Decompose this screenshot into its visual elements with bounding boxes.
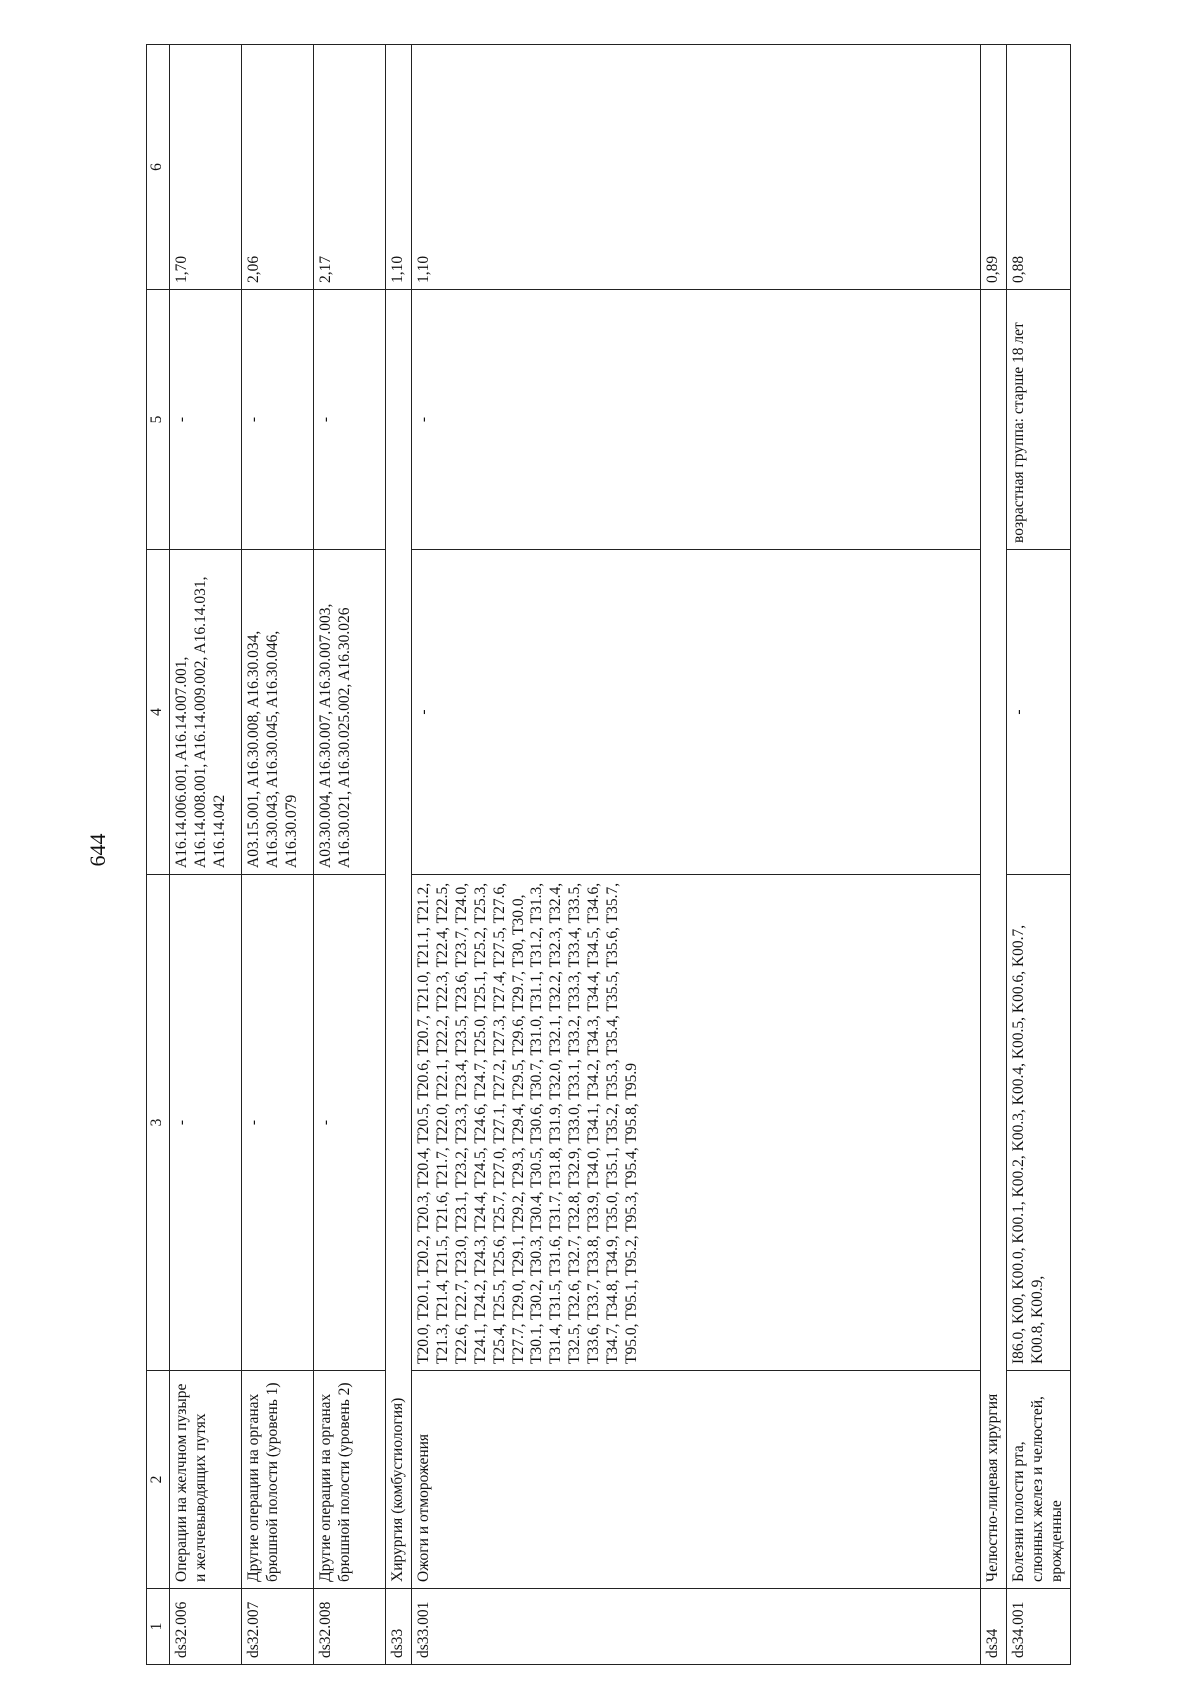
section-code: ds34 <box>981 1589 1007 1665</box>
row-name: Ожоги и отморожения <box>412 1371 981 1589</box>
row-name: Болезни полости рта, слюнных желез и челюстей, врожденные <box>1007 1371 1071 1589</box>
row-name: Другие операции на органах брюшной полости (уровень 1) <box>242 1371 314 1589</box>
page-number: 644 <box>85 833 110 867</box>
header-col-4: 4 <box>147 550 170 875</box>
row-coefficient: 1,70 <box>170 45 242 290</box>
row-name: Операции на желчном пузыре и желчевыводящих путях <box>170 1371 242 1589</box>
section-name: Челюстно-лицевая хирургия <box>981 290 1007 1589</box>
row-service-codes: - <box>1007 550 1071 875</box>
row-diagnosis-codes: T20.0, T20.1, T20.2, T20.3, T20.4, T20.5, T20.6, T20.7, T21.0, T21.1, T21.2, T21.3, T21.4, T21.5, T21.6, T21.7, T22.0, T22.1, T22.2, T22.3, T22.4, T22.5, T22.6, T22.7, T23.0, T23.1, T23.2, T23.3, T23.4, T23.5, T23.6, T23.7, T24.0, T24.1, T24.2, T24.3, T24.4, T24.5, T24.6, T24.7, T25.0, T25.1, T25.2, T25.3, T25.4, T25.5, T25.6, T25.7, T27.0, T27.1, T27.2, T27.3, T27.4, T27.5, T27.6, T27.7, T29.0, T29.1, T29.2, T29.3, T29.4, T29.5, T29.6, T29.7, T30, T30.0, T30.1, T30.2, T30.3, T30.4, T30.5, T30.6, T30.7, T31.0, T31.1, T31.2, T31.3, T31.4, T31.5, T31.6, T31.7, T31.8, T31.9, T32.0, T32.1, T32.2, T32.3, T32.4, T32.5, T32.6, T32.7, T32.8, T32.9, T33.0, T33.1, T33.2, T33.3, T33.4, T33.5, T33.6, T33.7, T33.8, T33.9, T34.0, T34.1, T34.2, T34.3, T34.4, T34.5, T34.6, T34.7, T34.8, T34.9, T35.0, T35.1, T35.2, T35.3, T35.4, T35.5, T35.6, T35.7, T95.0, T95.1, T95.2, T95.3, T95.4, T95.8, T95.9 <box>412 875 981 1371</box>
row-other-criteria: - <box>412 290 981 550</box>
row-coefficient: 0,88 <box>1007 45 1071 290</box>
section-row <box>981 45 1007 1665</box>
section-code: ds33 <box>386 1589 412 1665</box>
row-code: ds33.001 <box>412 1589 981 1665</box>
row-code: ds34.001 <box>1007 1589 1071 1665</box>
header-col-1: 1 <box>147 1589 170 1665</box>
row-other-criteria: - <box>314 290 386 550</box>
row-service-codes: - <box>412 550 981 875</box>
header-row <box>147 45 170 1665</box>
row-diagnosis-codes: I86.0, K00, K00.0, K00.1, K00.2, K00.3, K00.4, K00.5, K00.6, K00.7, K00.8, K00.9, <box>1007 875 1071 1371</box>
row-diagnosis-codes: - <box>170 875 242 1371</box>
row-code: ds32.006 <box>170 1589 242 1665</box>
row-service-codes: A03.15.001, A16.30.008, A16.30.034, A16.30.043, A16.30.045, A16.30.046, A16.30.079 <box>242 550 314 875</box>
row-other-criteria: возрастная группа: старше 18 лет <box>1007 290 1071 550</box>
section-coefficient: 0,89 <box>981 45 1007 290</box>
table-row <box>242 45 314 1665</box>
row-coefficient: 2,17 <box>314 45 386 290</box>
row-other-criteria: - <box>242 290 314 550</box>
header-col-3: 3 <box>147 875 170 1371</box>
row-diagnosis-codes: - <box>314 875 386 1371</box>
row-name: Другие операции на органах брюшной полости (уровень 2) <box>314 1371 386 1589</box>
table-row <box>314 45 386 1665</box>
row-coefficient: 2,06 <box>242 45 314 290</box>
header-col-2: 2 <box>147 1371 170 1589</box>
section-name: Хирургия (комбустиология) <box>386 290 412 1589</box>
section-row <box>386 45 412 1665</box>
row-other-criteria: - <box>170 290 242 550</box>
header-col-6: 6 <box>147 45 170 290</box>
header-col-5: 5 <box>147 290 170 550</box>
row-coefficient: 1,10 <box>412 45 981 290</box>
section-coefficient: 1,10 <box>386 45 412 290</box>
table-row <box>170 45 242 1665</box>
table-row <box>412 45 981 1665</box>
row-diagnosis-codes: - <box>242 875 314 1371</box>
row-code: ds32.007 <box>242 1589 314 1665</box>
table-row <box>1007 45 1071 1665</box>
row-code: ds32.008 <box>314 1589 386 1665</box>
tariff-table <box>146 44 1071 1665</box>
row-service-codes: A16.14.006.001, A16.14.007.001, A16.14.008.001, A16.14.009.002, A16.14.031, A16.14.042 <box>170 550 242 875</box>
rotated-table-wrapper <box>146 45 1071 1665</box>
row-service-codes: A03.30.004, A16.30.007, A16.30.007.003, A16.30.021, A16.30.025.002, A16.30.026 <box>314 550 386 875</box>
